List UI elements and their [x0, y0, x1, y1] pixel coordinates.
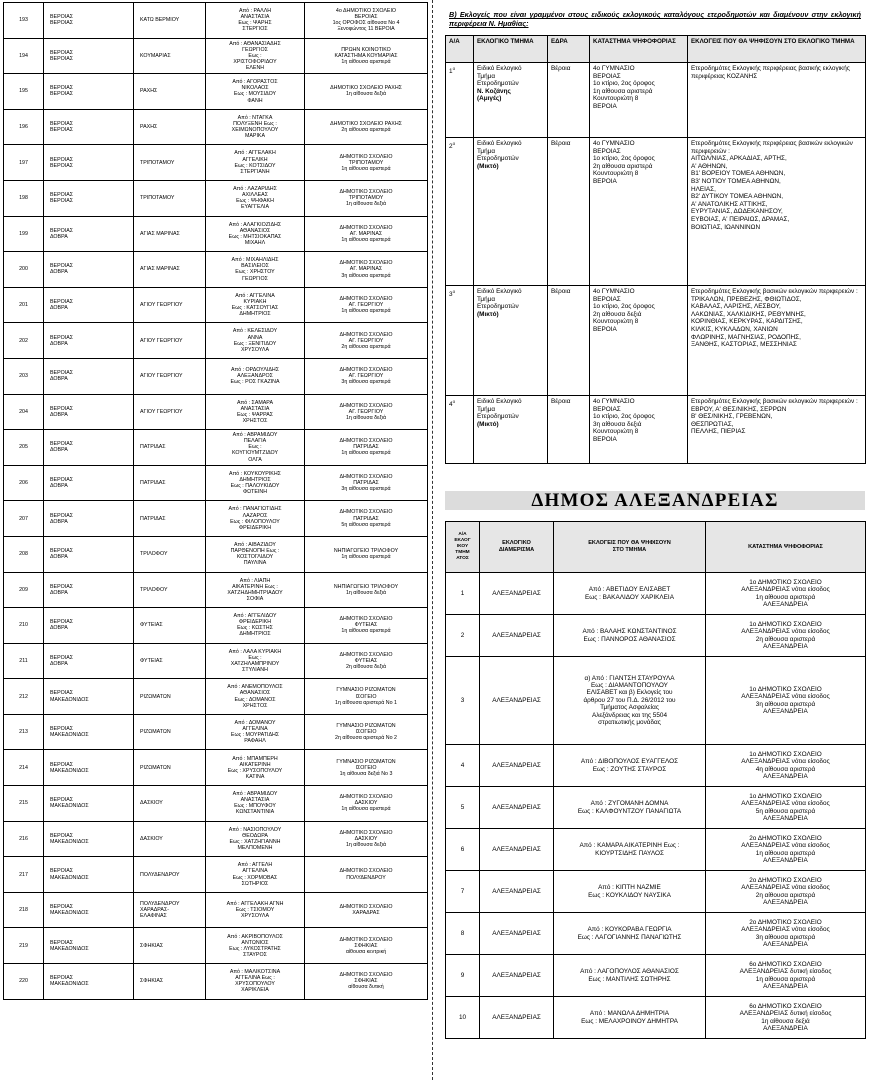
header-section-number: Α/Α ΕΚΛΟΓ ΙΚΟΥ ΤΜΗΜ ΑΤΟΣ — [446, 522, 480, 573]
voters-range: Από : ΑΝΕΜΟΠΟΥΛΟΣ ΑΘΑΝΑΣΙΟΣ Εως : ΔΟΜΑΝΟΣ ΧΡΗΣΤΟΣ — [206, 679, 305, 715]
table-row — [446, 871, 866, 913]
municipality-unit: ΒΕΡΟΙΑΣ ΜΑΚΕΔΟΝΙΔΟΣ — [44, 679, 134, 715]
section-number: 218 — [4, 892, 44, 928]
polling-station: ΔΗΜΟΤΙΚΟ ΣΧΟΛΕΙΟ ΠΑΤΡΙΔΑΣ 1η αίθουσα αριστερά — [305, 430, 428, 466]
row-number-value: 3 — [449, 291, 453, 299]
municipality-unit: ΒΕΡΟΙΑΣ ΒΕΡΟΙΑΣ — [44, 180, 134, 216]
locality: ΡΑΧΗΣ — [134, 74, 206, 110]
table-row — [4, 430, 428, 466]
polling-station: ΔΗΜΟΤΙΚΟ ΣΧΟΛΕΙΟ ΠΟΛΥΔΕΝΔΡΟΥ — [305, 857, 428, 893]
locality: ΤΡΙΛΟΦΟΥ — [134, 536, 206, 572]
voters-range: Από : ΒΑΛΑΗΣ ΚΩΝΣΤΑΝΤΙΝΟΣ Εως : ΠΑΝΝΟΡΟΣ ΑΘΑΝΑΣΙΟΣ — [554, 615, 706, 657]
section-number: 8 — [446, 913, 480, 955]
table-row — [4, 786, 428, 822]
section-number: 208 — [4, 536, 44, 572]
polling-station: 4ο ΓΥΜΝΑΣΙΟ ΒΕΡΟΙΑΣ 1ο κτίριο, 2ος όροφος 2η αίθουσα δεξιά Κουντουριώτη 8 ΒΕΡΟΙΑ — [590, 286, 688, 396]
locality: ΑΓΙΟΥ ΓΕΩΡΓΙΟΥ — [134, 358, 206, 394]
polling-station: 1ο ΔΗΜΟΤΙΚΟ ΣΧΟΛΕΙΟ ΑΛΕΞΑΝΔΡΕΙΑΣ νότια είσοδος 2η αίθουσα αριστερά ΑΛΕΞΑΝΔΡΕΙΑ — [706, 615, 866, 657]
section-number: 199 — [4, 216, 44, 252]
electoral-district: ΑΛΕΞΑΝΔΡΕΙΑΣ — [480, 829, 554, 871]
table-row — [4, 714, 428, 750]
municipality-unit: ΒΕΡΟΙΑΣ ΔΟΒΡΑ — [44, 465, 134, 501]
polling-station: 1ο ΔΗΜΟΤΙΚΟ ΣΧΟΛΕΙΟ ΑΛΕΞΑΝΔΡΕΙΑΣ νότια είσοδος 4η αίθουσα αριστερά ΑΛΕΞΑΝΔΡΕΙΑ — [706, 745, 866, 787]
section-number: 2 — [446, 615, 480, 657]
row-number-ordinal: ο — [452, 289, 456, 294]
table-row — [4, 643, 428, 679]
row-number-ordinal: ο — [452, 399, 456, 404]
electoral-section-type: (Μικτό) — [477, 162, 499, 170]
row-number-value: 2 — [449, 143, 453, 151]
row-number-value: 1 — [449, 68, 453, 76]
locality: ΚΑΤΩ ΒΕΡΜΙΟΥ — [134, 3, 206, 39]
voters-range: Από : ΑΓΓΕΛΙΔΟΥ ΦΡΕΙΔΕΡΙΚΗ Εως : ΚΩΣΤΗΣ ΔΗΜΗΤΡΙΟΣ — [206, 608, 305, 644]
electoral-section — [474, 286, 548, 396]
voters-range: Από : ΑΚΡΙΒΟΠΟΥΛΟΣ ΑΝΤΩΝΙΟΣ Εως : ΛΥΚΟΣΤΡΑΤΗΣ ΣΤΑΥΡΟΣ — [206, 928, 305, 964]
municipality-unit: ΒΕΡΟΙΑΣ ΔΟΒΡΑ — [44, 501, 134, 537]
electoral-section-label: Ειδικό Εκλογικό Τμήμα Ετεροδημοτών — [477, 398, 522, 421]
voters-range: Από : ΑΙΒΑΖΙΔΟΥ ΠΑΡΘΕΝΟΠΗ Εως : ΚΟΣΤΟΓΛΙΔΟΥ ΠΑΥΛΙΝΑ — [206, 536, 305, 572]
eligible-voters: Ετεροδημότες Εκλογικής περιφέρειας βασικών εκλογικών περιφερειών : ΑΙΤΩΛ/ΝΙΑΣ, ΑΡΚΑΔΙΑΣ, ΑΡΤΗΣ, Α' ΑΘΗΝΩΝ, Β1' ΒΟΡΕΙΟΥ ΤΟΜΕΑ ΑΘΗΝΩΝ, Β3' ΝΟΤΙΟΥ ΤΟΜΕΑ ΑΘΗΝΩΝ, ΗΛΕΙΑΣ, Β2' ΔΥΤΙΚΟΥ ΤΟΜΕΑ ΑΘΗΝΩΝ, Α' ΑΝΑΤΟΛΙΚΗΣ ΑΤΤΙΚΗΣ, ΕΥΡΥΤΑΝΙΑΣ, ΔΩΔΕΚΑΝΗΣΟΥ, ΕΥΒΟΙΑΣ, Α' ΠΕΙΡΑΙΩΣ, ΔΡΑΜΑΣ, ΒΟΙΩΤΙΑΣ, ΙΩΑΝΝΙΝΩΝ — [688, 138, 866, 286]
section-number: 207 — [4, 501, 44, 537]
electoral-district: ΑΛΕΞΑΝΔΡΕΙΑΣ — [480, 955, 554, 997]
voters-range: Από : ΚΑΜΑΡΑ ΑΙΚΑΤΕΡΙΝΗ Εως : ΚΙΟΥΡΤΣΙΔΗΣ ΠΑΥΛΟΣ — [554, 829, 706, 871]
electoral-district: ΑΛΕΞΑΝΔΡΕΙΑΣ — [480, 657, 554, 745]
voters-range: Από : ΑΓΓΕΛΑΚΗ ΑΓΓΕΛΙΚΗ Εως : ΚΟΤΣΙΔΟΥ ΣΤΕΡΓΙΑΝΗ — [206, 145, 305, 181]
electoral-district: ΑΛΕΞΑΝΔΡΕΙΑΣ — [480, 573, 554, 615]
section-number: 202 — [4, 323, 44, 359]
locality: ΑΓΙΑΣ ΜΑΡΙΝΑΣ — [134, 216, 206, 252]
electoral-district: ΑΛΕΞΑΝΔΡΕΙΑΣ — [480, 913, 554, 955]
municipality-unit: ΒΕΡΟΙΑΣ ΔΟΒΡΑ — [44, 358, 134, 394]
header-voters: ΕΚΛΟΓΕΙΣ ΠΟΥ ΘΑ ΨΗΦΙΣΟΥΝ ΣΤΟ ΤΜΗΜΑ — [554, 522, 706, 573]
section-number: 193 — [4, 3, 44, 39]
electoral-section — [474, 63, 548, 138]
table-row — [446, 787, 866, 829]
voters-range: α) Από : ΓΙΑΝΤΣΗ ΣΤΑΥΡΟΥΛΑ Εως : ΔΙΑΜΑΝΤΟΠΟΥΛΟΥ ΕΛΙΣΑΒΕΤ και β) Εκλογείς του άρθρου 27 του Π.Δ. 26/2012 του Τμήματος Ασφαλείας Αλεξάνδρειας και της 5504 στρατιωτικής μονάδας — [554, 657, 706, 745]
table-row — [4, 3, 428, 39]
electoral-district: ΑΛΕΞΑΝΔΡΕΙΑΣ — [480, 997, 554, 1039]
voters-range: Από : ΑΒΕΤΙΔΟΥ ΕΛΙΣΑΒΕΤ Εως : ΒΑΚΑΛΙΔΟΥ ΧΑΡΙΚΛΕΙΑ — [554, 573, 706, 615]
section-number: 9 — [446, 955, 480, 997]
voters-range: Από : ΛΑΛΑ ΚΥΡΙΑΚΗ Εως : ΧΑΤΖΗΛΑΜΠΡΙΝΟΥ ΣΤΥΛΙΑΝΗ — [206, 643, 305, 679]
municipality-unit: ΒΕΡΟΙΑΣ ΔΟΒΡΑ — [44, 323, 134, 359]
section-number: 201 — [4, 287, 44, 323]
voters-range: Από : ΚΟΥΚΟΥΡΙΚΗΣ ΔΗΜΗΤΡΙΟΣ Εως : ΠΑΛΟΥΚΙΔΟΥ ΦΩΤΕΙΝΗ — [206, 465, 305, 501]
section-number: 197 — [4, 145, 44, 181]
polling-station: ΝΗΠΙΑΓΩΓΕΙΟ ΤΡΙΛΟΦΟΥ 1η αίθουσα δεξιά — [305, 572, 428, 608]
header-electoral-section: ΕΚΛΟΓΙΚΟ ΤΜΗΜΑ — [474, 36, 548, 63]
row-number — [446, 138, 474, 286]
electoral-section-type: Ν. Κοζάνης (Αμιγές) — [477, 87, 511, 103]
polling-station: ΔΗΜΟΤΙΚΟ ΣΧΟΛΕΙΟ ΦΥΤΕΙΑΣ 1η αίθουσα αριστερά — [305, 608, 428, 644]
voting-sections-table-left — [3, 2, 428, 1000]
voters-range: Από : ΑΒΡΑΜΙΔΟΥ ΑΝΑΣΤΑΣΙΑ Εως : ΜΠΟΥΦΟΥ ΚΩΝΣΤΑΝΤΙΝΙΑ — [206, 786, 305, 822]
voters-range: Από : ΑΒΡΑΜΙΔΟΥ ΠΕΛΑΓΙΑ Εως : ΚΟΥΓΙΟΥΜΤΖΙΔΟΥ ΟΛΓΑ — [206, 430, 305, 466]
row-number — [446, 63, 474, 138]
voters-range: Από : ΚΕΛΕΣΙΔΟΥ ΑΝΝΑ Εως : ΞΕΝΙΤΙΔΟΥ ΧΡΥΣΟΥΛΑ — [206, 323, 305, 359]
section-number: 195 — [4, 74, 44, 110]
table-row — [4, 536, 428, 572]
voters-range: Από : ΑΓΟΡΑΣΤΟΣ ΝΙΚΟΛΑΟΣ Εως : ΜΟΥΣΙΔΟΥ ΦΑΝΗ — [206, 74, 305, 110]
polling-station: ΝΗΠΙΑΓΩΓΕΙΟ ΤΡΙΛΟΦΟΥ 1η αίθουσα αριστερά — [305, 536, 428, 572]
polling-station: ΔΗΜΟΤΙΚΟ ΣΧΟΛΕΙΟ ΔΑΣΚΙΟΥ 1η αίθουσα δεξιά — [305, 821, 428, 857]
municipality-unit: ΒΕΡΟΙΑΣ ΜΑΚΕΔΟΝΙΔΟΣ — [44, 892, 134, 928]
section-number: 216 — [4, 821, 44, 857]
voters-range: Από : ΑΛΑΓΚΙΟΖΙΔΗΣ ΑΘΑΝΑΣΙΟΣ Εως : ΜΗΤΣΙΟΚΑΠΑΣ ΜΙΧΑΗΛ — [206, 216, 305, 252]
municipality-unit: ΒΕΡΟΙΑΣ ΔΟΒΡΑ — [44, 287, 134, 323]
polling-station: 6ο ΔΗΜΟΤΙΚΟ ΣΧΟΛΕΙΟ ΑΛΕΞΑΝΔΡΕΙΑΣ δυτική είσοδος 1η αίθουσα δεξιά ΑΛΕΞΑΝΔΡΕΙΑ — [706, 997, 866, 1039]
municipality-unit: ΒΕΡΟΙΑΣ ΔΟΒΡΑ — [44, 536, 134, 572]
row-number-value: 4 — [449, 401, 453, 409]
polling-station: 4ο ΔΗΜΟΤΙΚΟ ΣΧΟΛΕΙΟ ΒΕΡΟΙΑΣ 1ος ΟΡΟΦΟΣ αίθουσα Νο 4 Ξενοφώντος 11 ΒΕΡΟΙΑ — [305, 3, 428, 39]
locality: ΑΓΙΟΥ ΓΕΩΡΓΙΟΥ — [134, 323, 206, 359]
polling-station: ΔΗΜΟΤΙΚΟ ΣΧΟΛΕΙΟ ΠΑΤΡΙΔΑΣ 3η αίθουσα αριστερά — [305, 465, 428, 501]
section-number: 205 — [4, 430, 44, 466]
section-number: 194 — [4, 38, 44, 74]
voters-range: Από : ΝΤΑΓΚΑ ΠΟΛΥΞΕΝΗ Εως : ΧΕΙΜΩΝΟΠΟΥΛΟΥ ΜΑΡΙΚΑ — [206, 109, 305, 145]
table-row — [446, 913, 866, 955]
polling-station: ΔΗΜΟΤΙΚΟ ΣΧΟΛΕΙΟ ΑΓ. ΓΕΩΡΓΙΟΥ 1η αίθουσα δεξιά — [305, 394, 428, 430]
row-number-ordinal: ο — [452, 141, 456, 146]
row-number — [446, 396, 474, 464]
municipality-unit: ΒΕΡΟΙΑΣ ΒΕΡΟΙΑΣ — [44, 109, 134, 145]
locality: ΠΑΤΡΙΔΑΣ — [134, 430, 206, 466]
section-number: 200 — [4, 252, 44, 288]
locality: ΤΡΙΠΟΤΑΜΟΥ — [134, 180, 206, 216]
locality: ΑΓΙΟΥ ΓΕΩΡΓΙΟΥ — [134, 287, 206, 323]
polling-station: ΔΗΜΟΤΙΚΟ ΣΧΟΛΕΙΟ ΣΦΗΚΙΑΣ αίθουσα δυτική — [305, 964, 428, 1000]
municipality-unit: ΒΕΡΟΙΑΣ ΜΑΚΕΔΟΝΙΔΟΣ — [44, 714, 134, 750]
table-row — [446, 745, 866, 787]
table-row — [4, 679, 428, 715]
header-seat: ΕΔΡΑ — [548, 36, 590, 63]
section-number: 212 — [4, 679, 44, 715]
table-row — [446, 657, 866, 745]
polling-station: 4ο ΓΥΜΝΑΣΙΟ ΒΕΡΟΙΑΣ 1ο κτίριο, 2ος όροφος 1η αίθουσα αριστερά Κουντουριώτη 8 ΒΕΡΟΙΑ — [590, 63, 688, 138]
locality: ΦΥΤΕΙΑΣ — [134, 643, 206, 679]
table-row — [446, 997, 866, 1039]
municipality-unit: ΒΕΡΟΙΑΣ ΔΟΒΡΑ — [44, 252, 134, 288]
voters-range: Από : ΚΟΥΚΟΡΑΒΑ ΓΕΩΡΓΙΑ Εως : ΛΑΓΟΓΙΑΝΝΗΣ ΠΑΝΑΓΙΩΤΗΣ — [554, 913, 706, 955]
voters-range: Από : ΑΓΓΕΛΑΚΗ ΑΓΝΗ Εως : ΤΣΙΟΜΟΥ ΧΡΥΣΟΥΛΑ — [206, 892, 305, 928]
locality: ΑΓΙΑΣ ΜΑΡΙΝΑΣ — [134, 252, 206, 288]
electoral-section-label: Ειδικό Εκλογικό Τμήμα Ετεροδημοτών — [477, 140, 522, 163]
electoral-district: ΑΛΕΞΑΝΔΡΕΙΑΣ — [480, 615, 554, 657]
voters-range: Από : ΜΙΧΑΗΛΙΔΗΣ ΒΑΣΙΛΕΙΟΣ Εως : ΧΡΗΣΤΟΥ ΓΕΩΡΓΙΟΣ — [206, 252, 305, 288]
seat: Βέροια — [548, 286, 590, 396]
locality: ΦΥΤΕΙΑΣ — [134, 608, 206, 644]
table-row — [4, 501, 428, 537]
table-row — [446, 615, 866, 657]
polling-station: ΔΗΜΟΤΙΚΟ ΣΧΟΛΕΙΟ ΣΦΗΚΙΑΣ αίθουσα κεντρική — [305, 928, 428, 964]
polling-station: ΔΗΜΟΤΙΚΟ ΣΧΟΛΕΙΟ ΤΡΙΠΟΤΑΜΟΥ 1η αίθουσα αριστερά — [305, 145, 428, 181]
polling-station: 2ο ΔΗΜΟΤΙΚΟ ΣΧΟΛΕΙΟ ΑΛΕΞΑΝΔΡΕΙΑΣ νότια είσοδος 3η αίθουσα αριστερά ΑΛΕΞΑΝΔΡΕΙΑ — [706, 913, 866, 955]
section-number: 219 — [4, 928, 44, 964]
municipality-unit: ΒΕΡΟΙΑΣ ΒΕΡΟΙΑΣ — [44, 145, 134, 181]
table-row — [446, 829, 866, 871]
table-row — [4, 358, 428, 394]
polling-station: ΔΗΜΟΤΙΚΟ ΣΧΟΛΕΙΟ ΑΓ. ΜΑΡΙΝΑΣ 1η αίθουσα αριστερά — [305, 216, 428, 252]
section-number: 214 — [4, 750, 44, 786]
eligible-voters: Ετεροδημότες Εκλογικής βασικών εκλογικών περιφερειών : ΤΡΙΚΑΛΩΝ, ΠΡΕΒΕΖΗΣ, ΦΘΙΩΤΙΔΟΣ, ΚΑΒΑΛΑΣ, ΛΑΡΙΣΗΣ, ΛΕΣΒΟΥ, ΛΑΚΩΝΙΑΣ, ΧΑΛΚΙΔΙΚΗΣ, ΡΕΘΥΜΝΗΣ, ΚΟΡΙΝΘΙΑΣ, ΚΕΡΚΥΡΑΣ, ΚΑΡΔΙΤΣΗΣ, ΚΙΛΚΙΣ, ΚΥΚΛΑΔΩΝ, ΧΑΝΙΩΝ ΦΛΩΡΙΝΗΣ, ΜΑΓΝΗΣΙΑΣ, ΡΟΔΟΠΗΣ, ΞΑΝΘΗΣ, ΚΑΣΤΟΡΙΑΣ, ΜΕΣΣΗΝΙΑΣ — [688, 286, 866, 396]
section-number: 215 — [4, 786, 44, 822]
locality: ΔΑΣΚΙΟΥ — [134, 786, 206, 822]
locality: ΔΑΣΚΙΟΥ — [134, 821, 206, 857]
polling-station: ΓΥΜΝΑΣΙΟ ΡΙΖΩΜΑΤΩΝ ΙΣΟΓΕΙΟ 2η αίθουσα αριστερά Νο 2 — [305, 714, 428, 750]
locality: ΡΑΧΗΣ — [134, 109, 206, 145]
table-row — [446, 138, 866, 286]
table-row — [4, 465, 428, 501]
municipality-unit: ΒΕΡΟΙΑΣ ΜΑΚΕΔΟΝΙΔΟΣ — [44, 786, 134, 822]
municipality-unit: ΒΕΡΟΙΑΣ ΜΑΚΕΔΟΝΙΔΟΣ — [44, 821, 134, 857]
table-row — [4, 252, 428, 288]
section-number: 4 — [446, 745, 480, 787]
table-row — [4, 109, 428, 145]
municipality-unit: ΒΕΡΟΙΑΣ ΜΑΚΕΔΟΝΙΔΟΣ — [44, 964, 134, 1000]
locality: ΡΙΖΩΜΑΤΩΝ — [134, 714, 206, 750]
table-row — [4, 857, 428, 893]
polling-station: 4ο ΓΥΜΝΑΣΙΟ ΒΕΡΟΙΑΣ 1ο κτίριο, 2ος όροφος 2η αίθουσα αριστερά Κουντουριώτη 8 ΒΕΡΟΙΑ — [590, 138, 688, 286]
table-row — [4, 750, 428, 786]
section-b-body — [446, 63, 866, 464]
municipality-unit: ΒΕΡΟΙΑΣ ΒΕΡΟΙΑΣ — [44, 3, 134, 39]
table-row — [4, 928, 428, 964]
row-number-ordinal: ο — [452, 66, 456, 71]
locality: ΣΦΗΚΙΑΣ — [134, 964, 206, 1000]
section-number: 206 — [4, 465, 44, 501]
voters-range: Από : ΛΙΑΠΗ ΑΙΚΑΤΕΡΙΝΗ Εως : ΧΑΤΖΗΔΗΜΗΤΡΙΑΔΟΥ ΣΟΦΙΑ — [206, 572, 305, 608]
polling-station: ΓΥΜΝΑΣΙΟ ΡΙΖΩΜΑΤΩΝ ΙΣΟΓΕΙΟ 1η αίθουσα αριστερά Νο 1 — [305, 679, 428, 715]
section-number: 10 — [446, 997, 480, 1039]
table-row — [4, 821, 428, 857]
left-table-body — [4, 3, 428, 1000]
table-row — [446, 63, 866, 138]
electoral-district: ΑΛΕΞΑΝΔΡΕΙΑΣ — [480, 745, 554, 787]
municipality-unit: ΒΕΡΟΙΑΣ ΒΕΡΟΙΑΣ — [44, 38, 134, 74]
electoral-section-type: (Μικτό) — [477, 310, 499, 318]
polling-station: 1ο ΔΗΜΟΤΙΚΟ ΣΧΟΛΕΙΟ ΑΛΕΞΑΝΔΡΕΙΑΣ νότια είσοδος 1η αίθουσα αριστερά ΑΛΕΞΑΝΔΡΕΙΑ — [706, 573, 866, 615]
polling-station: ΔΗΜΟΤΙΚΟ ΣΧΟΛΕΙΟ ΡΑΧΗΣ 2η αίθουσα αριστερά — [305, 109, 428, 145]
polling-station: 1ο ΔΗΜΟΤΙΚΟ ΣΧΟΛΕΙΟ ΑΛΕΞΑΝΔΡΕΙΑΣ νότια είσοδος 5η αίθουσα αριστερά ΑΛΕΞΑΝΔΡΕΙΑ — [706, 787, 866, 829]
municipality-header-row — [446, 522, 866, 573]
table-row — [4, 892, 428, 928]
table-row — [446, 573, 866, 615]
section-number: 7 — [446, 871, 480, 913]
voters-range: Από : ΑΘΑΝΑΣΙΑΔΗΣ ΓΕΩΡΓΙΟΣ Εως : ΧΡΙΣΤΟΦΟΡΙΔΟΥ ΕΛΕΝΗ — [206, 38, 305, 74]
municipality-unit: ΒΕΡΟΙΑΣ ΔΟΒΡΑ — [44, 572, 134, 608]
electoral-district: ΑΛΕΞΑΝΔΡΕΙΑΣ — [480, 871, 554, 913]
section-number: 1 — [446, 573, 480, 615]
table-row — [4, 323, 428, 359]
municipality-unit: ΒΕΡΟΙΑΣ ΔΟΒΡΑ — [44, 430, 134, 466]
voters-range: Από : ΜΑΝΩΛΑ ΔΗΜΗΤΡΙΑ Εως : ΜΕΛΑΧΡΟΙΝΟΥ ΔΗΜΗΤΡΑ — [554, 997, 706, 1039]
section-number: 203 — [4, 358, 44, 394]
voters-range: Από : ΜΑΛΙΚΟΤΣΙΝΑ ΑΓΓΕΛΙΝΑ Εως : ΧΡΥΣΟΠΟΥΛΟΥ ΧΑΡΙΚΛΕΙΑ — [206, 964, 305, 1000]
header-aa: Α/Α — [446, 36, 474, 63]
polling-station: ΔΗΜΟΤΙΚΟ ΣΧΟΛΕΙΟ ΑΓ. ΓΕΩΡΓΙΟΥ 1η αίθουσα αριστερά — [305, 287, 428, 323]
table-row — [446, 286, 866, 396]
section-number: 198 — [4, 180, 44, 216]
table-row — [4, 572, 428, 608]
municipality-table — [445, 521, 866, 1039]
voters-range: Από : ΠΑΝΑΓΙΩΤΙΔΗΣ ΛΑΖΑΡΟΣ Εως : ΦΙΛΟΠΟΥΛΟΥ ΦΡΕΙΔΕΡΙΚΗ — [206, 501, 305, 537]
seat: Βέροια — [548, 63, 590, 138]
section-number: 213 — [4, 714, 44, 750]
polling-station: 4ο ΓΥΜΝΑΣΙΟ ΒΕΡΟΙΑΣ 1ο κτίριο, 2ος όροφος 3η αίθουσα δεξιά Κουντουριώτη 8 ΒΕΡΟΙΑ — [590, 396, 688, 464]
voters-range: Από : ΔΟΜΑΝΟΥ ΑΓΓΕΛΙΝΑ Εως : ΜΟΥΡΑΤΙΔΗΣ ΡΑΦΑΗΛ — [206, 714, 305, 750]
voters-range: Από : ΡΑΛΛΗ ΑΝΑΣΤΑΣΙΑ Εως : ΨΑΡΗΣ ΣΤΕΡΓΙΟΣ — [206, 3, 305, 39]
electoral-section-type: (Μικτό) — [477, 420, 499, 428]
section-number: 3 — [446, 657, 480, 745]
section-number: 5 — [446, 787, 480, 829]
eligible-voters: Ετεροδημότες Εκλογικής περιφέρειας βασικής εκλογικής περιφέρειας ΚΟΖΑΝΗΣ — [688, 63, 866, 138]
polling-station: ΔΗΜΟΤΙΚΟ ΣΧΟΛΕΙΟ ΤΡΙΠΟΤΑΜΟΥ 1η αίθουσα δεξιά — [305, 180, 428, 216]
polling-station: 6ο ΔΗΜΟΤΙΚΟ ΣΧΟΛΕΙΟ ΑΛΕΞΑΝΔΡΕΙΑΣ δυτική είσοδος 1η αίθουσα αριστερά ΑΛΕΞΑΝΔΡΕΙΑ — [706, 955, 866, 997]
electoral-district: ΑΛΕΞΑΝΔΡΕΙΑΣ — [480, 787, 554, 829]
voters-range: Από : ΛΑΖΑΡΙΔΗΣ ΑΧΙΛΛΕΑΣ Εως : ΨΗΦΑΚΗ ΕΥΑΓΓΕΛΙΑ — [206, 180, 305, 216]
polling-station: ΔΗΜΟΤΙΚΟ ΣΧΟΛΕΙΟ ΦΥΤΕΙΑΣ 2η αίθουσα δεξιά — [305, 643, 428, 679]
column-divider — [432, 0, 433, 1080]
municipality-unit: ΒΕΡΟΙΑΣ ΜΑΚΕΔΟΝΙΔΟΣ — [44, 857, 134, 893]
section-number: 6 — [446, 829, 480, 871]
table-row — [4, 74, 428, 110]
polling-station: 2ο ΔΗΜΟΤΙΚΟ ΣΧΟΛΕΙΟ ΑΛΕΞΑΝΔΡΕΙΑΣ νότια είσοδος 1η αίθουσα αριστερά ΑΛΕΞΑΝΔΡΕΙΑ — [706, 829, 866, 871]
locality: ΠΑΤΡΙΔΑΣ — [134, 465, 206, 501]
section-number: 204 — [4, 394, 44, 430]
municipality-heading: ΔΗΜΟΣ ΑΛΕΞΑΝΔΡΕΙΑΣ — [445, 491, 865, 510]
right-column — [445, 8, 865, 1039]
polling-station: ΓΥΜΝΑΣΙΟ ΡΙΖΩΜΑΤΩΝ ΙΣΟΓΕΙΟ 1η αίθουσα δεξιά Νο 3 — [305, 750, 428, 786]
municipality-unit: ΒΕΡΟΙΑΣ ΜΑΚΕΔΟΝΙΔΟΣ — [44, 928, 134, 964]
polling-station: 2ο ΔΗΜΟΤΙΚΟ ΣΧΟΛΕΙΟ ΑΛΕΞΑΝΔΡΕΙΑΣ νότια είσοδος 2η αίθουσα αριστερά ΑΛΕΞΑΝΔΡΕΙΑ — [706, 871, 866, 913]
polling-station: ΔΗΜΟΤΙΚΟ ΣΧΟΛΕΙΟ ΑΓ. ΓΕΩΡΓΙΟΥ 3η αίθουσα αριστερά — [305, 358, 428, 394]
section-number: 220 — [4, 964, 44, 1000]
locality: ΡΙΖΩΜΑΤΩΝ — [134, 679, 206, 715]
voters-range: Από : ΜΠΑΜΠΕΡΗ ΑΙΚΑΤΕΡΙΝΗ Εως : ΧΡΥΣΟΠΟΥΛΟΥ ΚΑΤΙΝΑ — [206, 750, 305, 786]
table-row — [4, 608, 428, 644]
locality: ΡΙΖΩΜΑΤΩΝ — [134, 750, 206, 786]
electoral-section — [474, 396, 548, 464]
section-number: 210 — [4, 608, 44, 644]
table-row — [4, 145, 428, 181]
section-number: 196 — [4, 109, 44, 145]
municipality-unit: ΒΕΡΟΙΑΣ ΔΟΒΡΑ — [44, 394, 134, 430]
voters-range: Από : ΑΓΓΕΛΗ ΑΓΓΕΛΙΝΑ Εως : ΧΟΡΜΟΒΑΣ ΣΩΤΗΡΙΟΣ — [206, 857, 305, 893]
municipality-unit: ΒΕΡΟΙΑΣ ΔΟΒΡΑ — [44, 608, 134, 644]
voters-range: Από : ΑΓΓΕΛΙΝΑ ΚΥΡΙΑΚΗ Εως : ΚΑΤΣΟΥΓΙΑΣ ΔΗΜΗΤΡΙΟΣ — [206, 287, 305, 323]
header-district: ΕΚΛΟΓΙΚΟ ΔΙΑΜΕΡΙΣΜΑ — [480, 522, 554, 573]
municipality-unit: ΒΕΡΟΙΑΣ ΜΑΚΕΔΟΝΙΔΟΣ — [44, 750, 134, 786]
section-number: 211 — [4, 643, 44, 679]
table-row — [4, 394, 428, 430]
left-column — [3, 2, 427, 1000]
table-row — [446, 955, 866, 997]
section-number: 217 — [4, 857, 44, 893]
voters-range: Από : ΚΙΠΤΗ ΝΑΖΜΙΕ Εως : ΚΟΥΚΛΙΔΟΥ ΝΑΥΣΙΚΑ — [554, 871, 706, 913]
polling-station: ΔΗΜΟΤΙΚΟ ΣΧΟΛΕΙΟ ΠΑΤΡΙΔΑΣ 5η αίθουσα αριστερά — [305, 501, 428, 537]
section-b-header-row — [446, 36, 866, 63]
locality: ΑΓΙΟΥ ΓΕΩΡΓΙΟΥ — [134, 394, 206, 430]
polling-station: ΔΗΜΟΤΙΚΟ ΣΧΟΛΕΙΟ ΑΓ. ΜΑΡΙΝΑΣ 3η αίθουσα αριστερά — [305, 252, 428, 288]
header-voters: ΕΚΛΟΓΕΙΣ ΠΟΥ ΘΑ ΨΗΦΙΣΟΥΝ ΣΤΟ ΕΚΛΟΓΙΚΟ ΤΜΗΜΑ — [688, 36, 866, 63]
electoral-section — [474, 138, 548, 286]
header-polling-station: ΚΑΤΑΣΤΗΜΑ ΨΗΦΟΦΟΡΙΑΣ — [590, 36, 688, 63]
locality: ΠΟΛΥΔΕΝΔΡΟΥ — [134, 857, 206, 893]
section-b-title: Β) Εκλογείς που είναι γραμμένοι στους ειδικούς εκλογικούς καταλόγους ετεροδημοτών και διαμένουν στην εκλογική περιφέρεια Ν. Ημαθίας: — [449, 10, 861, 28]
seat: Βέροια — [548, 138, 590, 286]
polling-station: ΔΗΜΟΤΙΚΟ ΣΧΟΛΕΙΟ ΡΑΧΗΣ 1η αίθουσα δεξιά — [305, 74, 428, 110]
locality: ΠΟΛΥΔΕΝΔΡΟΥ ΧΑΡΑΔΡΑΣ- ΕΛΑΦΙΝΑΣ — [134, 892, 206, 928]
electoral-section-label: Ειδικό Εκλογικό Τμήμα Ετεροδημοτών — [477, 65, 522, 88]
section-number: 209 — [4, 572, 44, 608]
header-polling-station: ΚΑΤΑΣΤΗΜΑ ΨΗΦΟΦΟΡΙΑΣ — [706, 522, 866, 573]
voters-range: Από : ΔΙΒΟΠΟΥΛΟΣ ΕΥΑΓΓΕΛΟΣ Εως : ΖΟΥΤΗΣ ΣΤΑΥΡΟΣ — [554, 745, 706, 787]
voters-range: Από : ΖΥΓΟΜΑΝΗ ΔΟΜΝΑ Εως : ΚΑΛΦΟΥΝΤΖΟΥ ΠΑΝΑΓΙΩΤΑ — [554, 787, 706, 829]
municipality-unit: ΒΕΡΟΙΑΣ ΔΟΒΡΑ — [44, 216, 134, 252]
table-row — [4, 964, 428, 1000]
table-row — [4, 216, 428, 252]
polling-station: ΔΗΜΟΤΙΚΟ ΣΧΟΛΕΙΟ ΧΑΡΑΔΡΑΣ — [305, 892, 428, 928]
seat: Βέροια — [548, 396, 590, 464]
polling-station: 1ο ΔΗΜΟΤΙΚΟ ΣΧΟΛΕΙΟ ΑΛΕΞΑΝΔΡΕΙΑΣ νότια είσοδος 3η αίθουσα αριστερά ΑΛΕΞΑΝΔΡΕΙΑ — [706, 657, 866, 745]
municipality-unit: ΒΕΡΟΙΑΣ ΔΟΒΡΑ — [44, 643, 134, 679]
electoral-section-label: Ειδικό Εκλογικό Τμήμα Ετεροδημοτών — [477, 288, 522, 311]
table-row — [4, 180, 428, 216]
voters-range: Από : ΝΑΣΙΟΠΟΥΛΟΥ ΘΕΟΔΩΡΑ Εως : ΧΑΤΖΗΓΙΑΝΝΗ ΜΕΛΠΟΜΕΝΗ — [206, 821, 305, 857]
locality: ΚΟΥΜΑΡΙΑΣ — [134, 38, 206, 74]
polling-station: ΠΡΩΗΝ ΚΟΙΝΟΤΙΚΟ ΚΑΤΑΣΤΗΜΑ ΚΟΥΜΑΡΙΑΣ 1η αίθουσα αριστερά — [305, 38, 428, 74]
locality: ΤΡΙΠΟΤΑΜΟΥ — [134, 145, 206, 181]
row-number — [446, 286, 474, 396]
polling-station: ΔΗΜΟΤΙΚΟ ΣΧΟΛΕΙΟ ΔΑΣΚΙΟΥ 1η αίθουσα αριστερά — [305, 786, 428, 822]
locality: ΣΦΗΚΙΑΣ — [134, 928, 206, 964]
table-row — [446, 396, 866, 464]
municipality-unit: ΒΕΡΟΙΑΣ ΒΕΡΟΙΑΣ — [44, 74, 134, 110]
table-row — [4, 38, 428, 74]
table-row — [4, 287, 428, 323]
voters-range: Από : ΛΑΓΟΠΟΥΛΟΣ ΑΘΑΝΑΣΙΟΣ Εως : ΜΑΝΤΙΛΗΣ ΣΩΤΗΡΗΣ — [554, 955, 706, 997]
voters-range: Από : ΟΡΔΟΥΛΙΔΗΣ ΑΛΕΞΑΝΔΡΟΣ Εως : ΡΟΣ ΓΚΑΖΙΝΑ — [206, 358, 305, 394]
voters-range: Από : ΣΑΜΑΡΑ ΑΝΑΣΤΑΣΙΑ Εως : ΨΑΡΡΑΣ ΧΡΗΣΤΟΣ — [206, 394, 305, 430]
eligible-voters: Ετεροδημότες Εκλογικής βασικών εκλογικών περιφερειών : ΕΒΡΟΥ, Α' ΘΕΣ/ΝΙΚΗΣ, ΣΕΡΡΩΝ Β' ΘΕΣ/ΝΙΚΗΣ, ΓΡΕΒΕΝΩΝ, ΘΕΣΠΡΩΤΙΑΣ, ΠΕΛΛΗΣ, ΠΙΕΡΙΑΣ — [688, 396, 866, 464]
locality: ΠΑΤΡΙΔΑΣ — [134, 501, 206, 537]
locality: ΤΡΙΛΟΦΟΥ — [134, 572, 206, 608]
municipality-body — [446, 573, 866, 1039]
polling-station: ΔΗΜΟΤΙΚΟ ΣΧΟΛΕΙΟ ΑΓ. ΓΕΩΡΓΙΟΥ 2η αίθουσα αριστερά — [305, 323, 428, 359]
section-b-table — [445, 35, 866, 464]
